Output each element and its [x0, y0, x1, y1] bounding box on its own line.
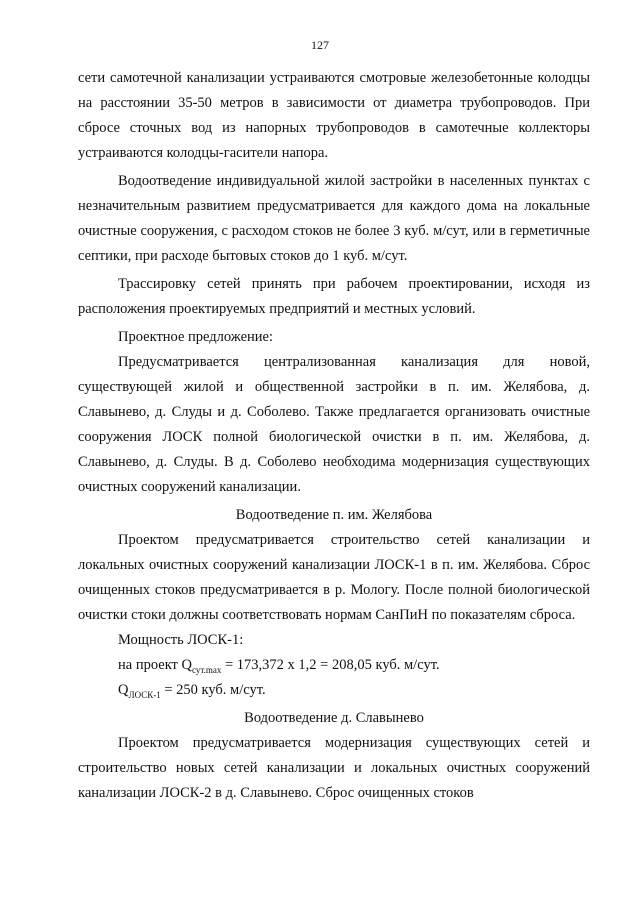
- paragraph-1: сети самотечной канализации устраиваются смотровые железобетонные колодцы на расстоянии 35-50 метров в зависимости от диаметра трубопроводов. При сбросе сточных вод из напорных трубопроводов в самотечные коллекторы устраиваются колодцы-гасители напора.: [78, 70, 590, 161]
- formula1-prefix: на проект Q: [118, 657, 192, 673]
- paragraph-5: Предусматривается централизованная канализация для новой, существующей жилой и общественной застройки в п. им. Желябова, д. Славынево, д. Слуды и д. Соболево. Также предлагается организовать очистные сооружения ЛОСК полной биологической очистки в п. им. Желябова, д. Славынево, д. Слуды. В д. Соболево необходима модернизация существующих очистных сооружений канализации.: [78, 354, 590, 495]
- paragraph-6: Проектом предусматривается строительство сетей канализации и локальных очистных сооружений канализации ЛОСК-1 в п. им. Желябова. Сброс очищенных стоков предусматривается в р. Мологу. После полной биологической очистки стоки должны соответствовать нормам СанПиН по показателям сброса.: [78, 532, 590, 623]
- formula-project-flow: [78, 653, 590, 678]
- formula1-rest: = 173,372 х 1,2 = 208,05 куб. м/сут.: [221, 657, 440, 673]
- page-number: 127: [311, 38, 329, 52]
- formula-losk-capacity: [78, 678, 590, 703]
- formula2-subscript: ЛОСК-1: [128, 689, 161, 700]
- document-body: [78, 66, 590, 806]
- section-heading-slavynevo: Водоотведение д. Славынево: [244, 710, 424, 726]
- paragraph-2: Водоотведение индивидуальной жилой застройки в населенных пунктах с незначительным развитием предусматривается для каждого дома на локальные очистные сооружения, с расходом стоков не более 3 куб. м/сут, или в герметичные септики, при расходе бытовых стоков до 1 куб. м/сут.: [78, 173, 590, 264]
- formula1-subscript: сут.max: [191, 664, 222, 675]
- section-heading-zhelyabova: Водоотведение п. им. Желябова: [235, 507, 433, 523]
- capacity-label: Мощность ЛОСК-1:: [118, 632, 244, 648]
- paragraph-7: Проектом предусматривается модернизация существующих сетей и строительство новых сетей канализации и локальных очистных сооружений канализации ЛОСК-2 в д. Славынево. Сброс очищенных стоков: [78, 735, 590, 801]
- formula2-prefix: Q: [118, 682, 129, 698]
- section-label: Проектное предложение:: [118, 329, 274, 345]
- paragraph-3: Трассировку сетей принять при рабочем проектировании, исходя из расположения проектируемых предприятий и местных условий.: [78, 276, 590, 317]
- formula2-rest: = 250 куб. м/сут.: [160, 682, 266, 698]
